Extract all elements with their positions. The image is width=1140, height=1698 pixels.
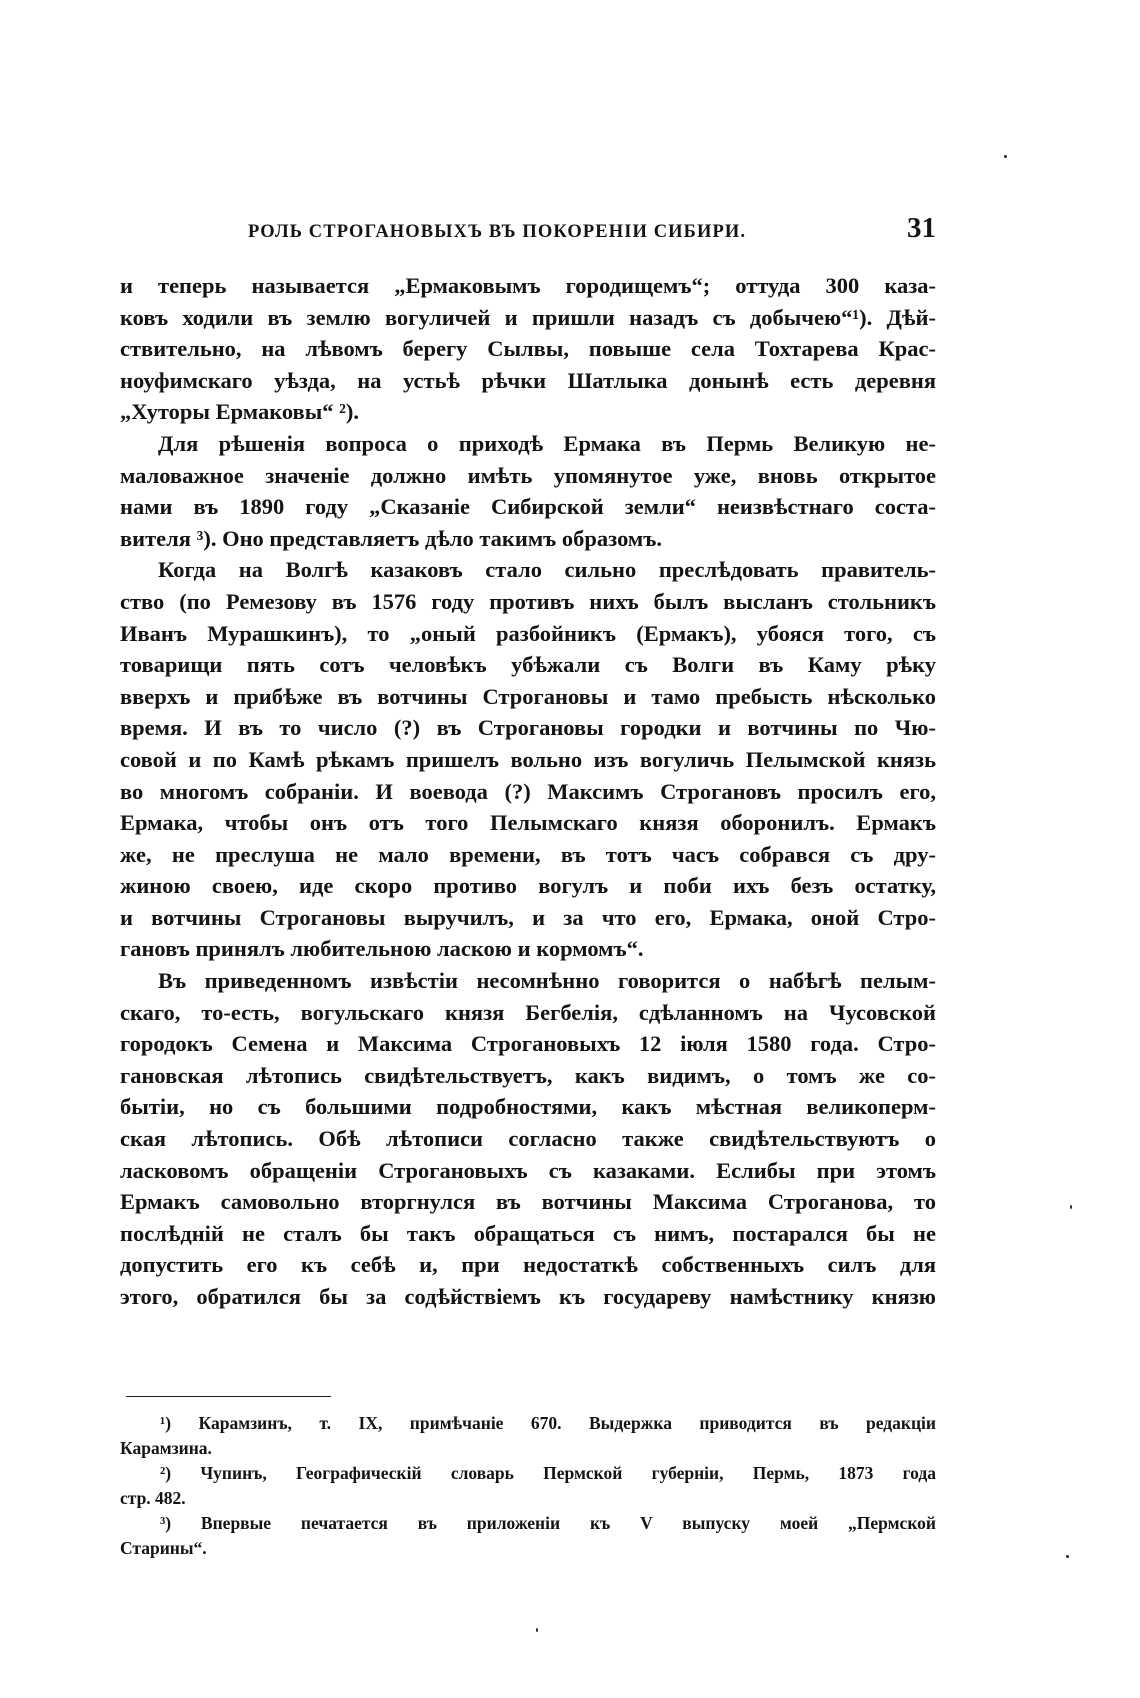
- text-line: и вотчины Строгановы выручилъ, и за что его, Ермака, оной Стро-: [120, 904, 936, 930]
- text-line: допустить его къ себѣ и, при недостаткѣ собственныхъ силъ для: [120, 1252, 936, 1278]
- text-line: этого, обратился бы за содѣйствіемъ къ государеву намѣстнику князю: [120, 1284, 936, 1309]
- text-line: маловажное значеніе должно имѣть упомянутое уже, вновь открытое: [120, 462, 936, 488]
- scan-speck: [1004, 155, 1007, 158]
- text-line: время. И въ то число (?) въ Строгановы городки и вотчины по Чю-: [120, 715, 936, 741]
- paragraph-start-line: Въ приведенномъ извѣстіи несомнѣнно говорится о набѣгѣ пелым-: [158, 968, 936, 994]
- text-line: и теперь называется „Ермаковымъ городищемъ“; оттуда 300 каза-: [120, 273, 936, 298]
- text-line: вверхъ и прибѣже въ вотчины Строгановы и тамо пребысть нѣсколько: [120, 683, 936, 709]
- text-line: ноуфимскаго уѣзда, на устьѣ рѣчки Шатлыка донынѣ есть деревня: [120, 367, 936, 393]
- text-line: же, не преслуша не мало времени, въ тотъ часъ собрався съ дру-: [120, 841, 936, 867]
- footnote-3: ³) Впервые печатается въ приложеніи къ V выпуску моей „Пермской: [160, 1513, 936, 1533]
- paragraph-start-line: Для рѣшенія вопроса о приходѣ Ермака въ Пермь Великую не-: [158, 430, 936, 456]
- text-line: Ермакъ самовольно вторгнулся въ вотчины Максима Строганова, то: [120, 1189, 936, 1215]
- footnote-2: ²) Чупинъ, Географическій словарь Пермской губерніи, Пермь, 1873 года: [160, 1463, 936, 1483]
- text-line: ствительно, на лѣвомъ берегу Сылвы, повыше села Тохтарева Крас-: [120, 336, 936, 362]
- text-line: во многомъ собраніи. И воевода (?) Максимъ Строгановъ просилъ его,: [120, 778, 936, 804]
- page-number: 31: [907, 212, 936, 244]
- text-line: гановъ принялъ любительною ласкою и кормомъ“.: [120, 936, 644, 962]
- footnote-1: ¹) Карамзинъ, т. IX, примѣчаніе 670. Выдержка приводится въ редакціи: [160, 1413, 936, 1433]
- footnote-3-continuation: Старины“.: [120, 1538, 207, 1558]
- text-line: жиною своею, иде скоро противо вогулъ и поби ихъ безъ остатку,: [120, 873, 936, 899]
- footnote-1-continuation: Карамзина.: [120, 1438, 212, 1458]
- text-line: гановская лѣтопись свидѣтельствуетъ, какъ видимъ, о томъ же со-: [120, 1062, 936, 1088]
- text-line: ство (по Ремезову въ 1576 году противъ нихъ былъ высланъ стольникъ: [120, 588, 936, 614]
- text-line: послѣдній не сталъ бы такъ обращаться съ нимъ, постарался бы не: [120, 1220, 936, 1246]
- text-line: совой и по Камѣ рѣкамъ пришелъ вольно изъ вогуличь Пелымской князь: [120, 746, 936, 772]
- text-line: скаго, то-есть, вогульскаго князя Бегбелія, сдѣланномъ на Чусовской: [120, 999, 936, 1025]
- footnote-2-continuation: стр. 482.: [120, 1488, 186, 1508]
- footnote-separator: [126, 1396, 331, 1397]
- main-text: [120, 270, 936, 1313]
- paragraph-start-line: Когда на Волгѣ казаковъ стало сильно преслѣдовать правитель-: [158, 557, 936, 583]
- scan-speck: [1070, 1205, 1072, 1209]
- text-line: городокъ Семена и Максима Строгановыхъ 12 іюля 1580 года. Стро-: [120, 1031, 936, 1057]
- text-line: ская лѣтопись. Обѣ лѣтописи согласно также свидѣтельствуютъ о: [120, 1126, 936, 1152]
- text-line: бытіи, но съ большими подробностями, какъ мѣстная великоперм-: [120, 1094, 936, 1120]
- footnotes: [120, 1411, 936, 1561]
- page-header: [120, 208, 950, 254]
- scan-speck: [1066, 1555, 1069, 1558]
- running-title: РОЛЬ СТРОГАНОВЫХЪ ВЪ ПОКОРЕНІИ СИБИРИ.: [248, 222, 747, 242]
- text-line: ковъ ходили въ землю вогуличей и пришли назадъ съ добычею“¹). Дѣй-: [120, 304, 936, 330]
- text-line: Ермака, чтобы онъ отъ того Пелымскаго князя оборонилъ. Ермакъ: [120, 810, 936, 836]
- text-line: „Хуторы Ермаковы“ ²).: [120, 399, 360, 425]
- text-line: Иванъ Мурашкинъ), то „оный разбойникъ (Ермакъ), убояся того, съ: [120, 620, 936, 646]
- text-line: ласковомъ обращеніи Строгановыхъ съ казаками. Еслибы при этомъ: [120, 1157, 936, 1183]
- scan-speck: [536, 1628, 538, 1632]
- text-line: нами въ 1890 году „Сказаніе Сибирской земли“ неизвѣстнаго соста-: [120, 494, 936, 520]
- text-line: товарищи пять сотъ человѣкъ убѣжали съ Волги въ Каму рѣку: [120, 652, 936, 678]
- text-line: вителя ³). Оно представляетъ дѣло такимъ образомъ.: [120, 525, 662, 551]
